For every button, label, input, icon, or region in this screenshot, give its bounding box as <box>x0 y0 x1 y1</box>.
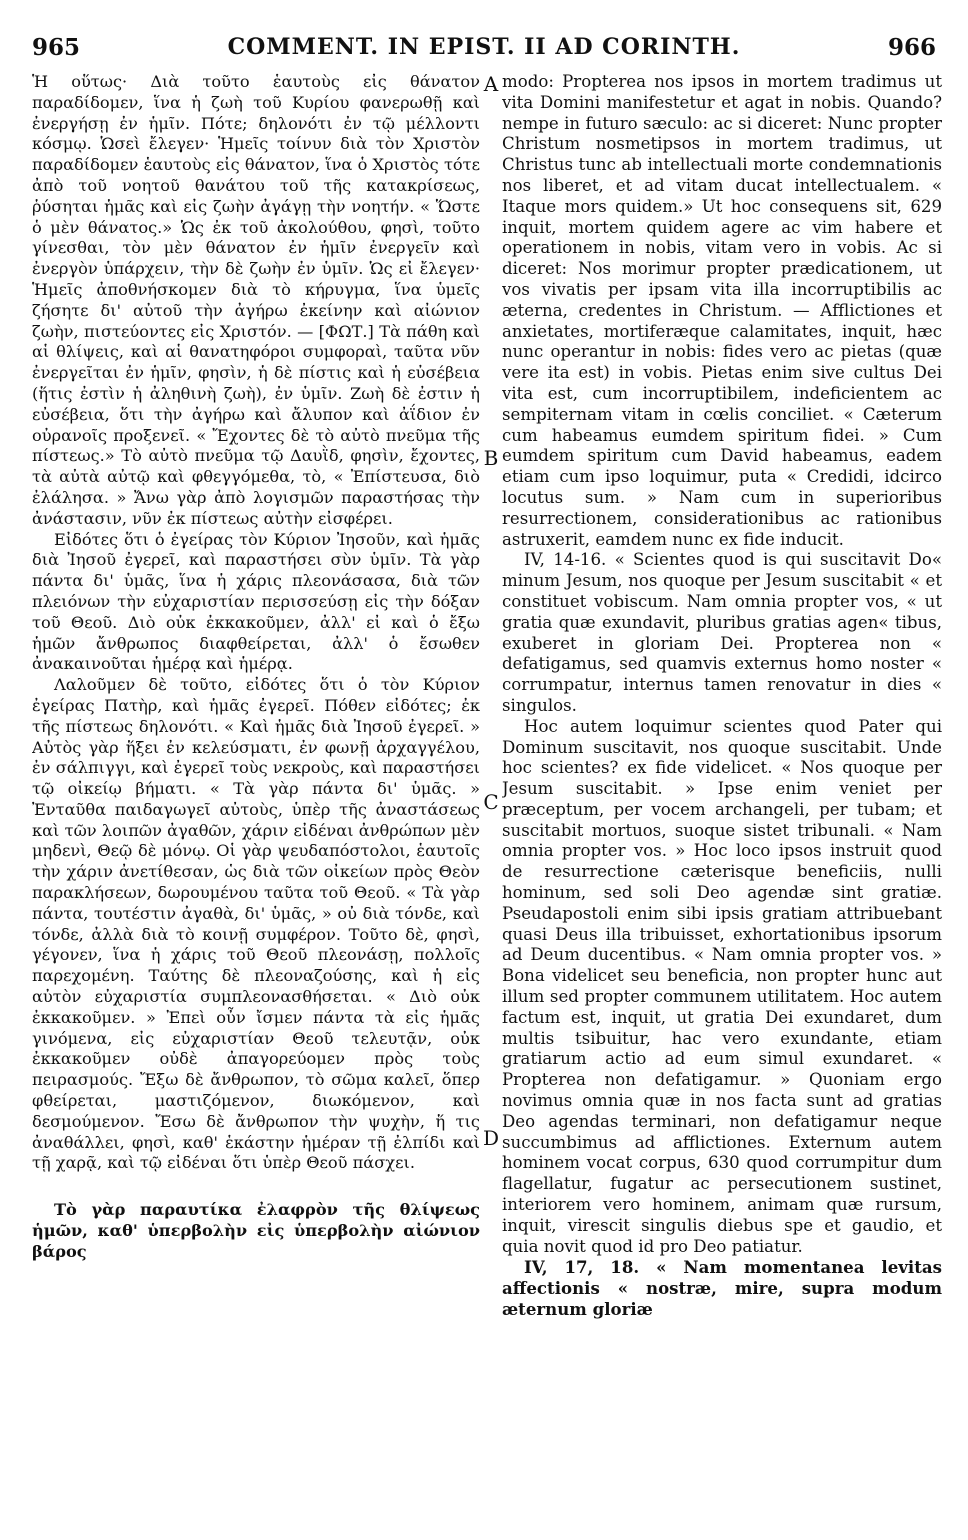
margin-letter-b: B <box>483 446 499 470</box>
greek-column <box>32 72 480 1263</box>
latin-paragraph-3: Hoc autem loquimur scientes quod Pater qui Dominum suscitavit, nos quoque suscitabit. Unde hoc scientes? ex fide videlicet. « Nos quoque per Jesum suscitabit. » Ipse enim veniet per præceptum, per vocem archangeli, per tubam; et suscitabit mortuos, suoque sistet tribunali. « Nam omnia propter vos. » Hoc loco ipsos instruit quod de resurrectione cæterisque beneficiis, nulli hominum, sed soli Deo agendæ sint gratiæ. Pseudapostoli enim sibi ipsis gratiam attribuebant quasi Deus illa tribuisset, exhortationibus ipsorum ad Deum ducentibus. « Nam omnia propter vos. » Bona videlicet seu beneficia, non propter hunc aut illum sed propter communem utilitatem. Hoc autem factum est, inquit, ut gratia Dei exundaret, dum multis tsibuitur, hac vero exundante, etiam gratiarum actio ad eum simul exundaret. « Propterea non defatigamur. » Quoniam ergo novimus omnia quæ in nos facta sunt ad gratias Deo agendas terminari, non defatigamur neque succumbimus ad afflictiones. Externum autem hominem vocat corpus, 630 quod corrumpitur dum flagellatur, fugatur ac persecutionem sustinet, interiorem vero hominem, animam quæ rursum, inquit, virescit singulis diebus spe et gaudio, et quia novit quod id pro Deo patiatur. <box>502 716 942 1256</box>
margin-letter-c: C <box>483 790 499 814</box>
greek-paragraph-4: Τὸ γὰρ παραυτίκα ἐλαφρὸν τῆς θλίψεως ἡμῶν, καθ' ὑπερβολὴν εἰς ὑπερβολὴν αἰώνιον βάρος <box>32 1200 480 1261</box>
latin-paragraph-1: modo: Propterea nos ipsos in mortem tradimus ut vita Domini manifestetur et agat in nobis. Quando? nempe in futuro sæculo: ac si diceret: Nunc propter Christum nosmetipsos in mortem tradimus, ut Christus tunc ab intellectuali morte condemnationis nos liberet, et ad vitam ducat intellectualem. « Itaque mors quidem.» Ut hoc consequens sit, 629 inquit, mortem quidem agere ac vim habere et operationem in nobis, vitam vero in vobis. Ac si diceret: Nos morimur propter prædicationem, ut vos vivatis per ipsam vita illa incorruptibilis ac æterna, credentes in Christum. — Afflictiones et anxietates, mortiferæque calamitates, inquit, hæc nunc operantur in nobis: fides vero ac pietas (quæ vere ita est) in vobis. Pietas enim sive cultus Dei vita est, cum incorruptibilem, indeficientem ac sempiternam vitam in cœlis conciliet. « Cæterum cum habeamus eumdem spiritum fidei. » Cum eumdem spiritum cum David habeamus, eadem etiam cum ipso loquimur, puta « Credidi, idcirco locutus sum. » Nam cum in superioribus resurrectionem, considerationibus ac rationibus astruxerit, eamdem nunc ex fide inducit. <box>502 72 942 549</box>
page-number-left: 965 <box>32 34 81 61</box>
page-header <box>32 30 936 70</box>
greek-paragraph-3: Λαλοῦμεν δὲ τοῦτο, εἰδότες ὅτι ὁ τὸν Κύριον ἐγείρας Πατὴρ, καὶ ἡμᾶς ἐγερεῖ. Πόθεν εἰδότες; ἐκ τῆς πίστεως δηλονότι. « Καὶ ἡμᾶς διὰ Ἰησοῦ ἐγερεῖ. » Αὐτὸς γὰρ ἥξει ἐν κελεύσματι, ἐν φωνῇ ἀρχαγγέλου, ἐν σάλπιγγι, καὶ ἐγερεῖ τοὺς νεκροὺς, καὶ παραστήσει τῷ οἰκείῳ βήματι. « Τὰ γὰρ πάντα δι' ὑμᾶς. » Ἐνταῦθα παιδαγωγεῖ αὐτοὺς, ὑπὲρ τῆς ἀναστάσεως καὶ τῶν λοιπῶν ἀγαθῶν, χάριν εἰδέναι ἀνθρώπων μὲν μηδενὶ, Θεῷ δὲ μόνῳ. Οἱ γὰρ ψευδαπόστολοι, ἑαυτοῖς τὴν χάριν ἀνετίθεσαν, ὡς διὰ τῶν οἰκείων πρὸς Θεὸν παρακλήσεων, δωρουμένου ταῦτα τοῦ Θεοῦ. « Τὰ γὰρ πάντα, τουτέστιν ἀγαθὰ, δι' ὑμᾶς, » οὐ διὰ τόνδε, καὶ τόνδε, ἀλλὰ διὰ τὸ κοινῇ συμφέρον. Τοῦτο δὲ, φησὶ, γέγονεν, ἵνα ἡ χάρις τοῦ Θεοῦ πλεονάσῃ, πολλοῖς παρεχομένη. Ταύτης δὲ πλεοναζούσης, καὶ ἡ εἰς αὐτὸν εὐχαριστία συμπλεονασθήσεται. « Διὸ οὐκ ἐκκακοῦμεν. » Ἐπεὶ οὖν ἴσμεν πάντα τὰ εἰς ἡμᾶς γινόμενα, εἰς εὐχαριστίαν Θεοῦ τελευτᾷν, οὐκ ἐκκακοῦμεν οὐδὲ ἀπαγορεύομεν πρὸς τοὺς πειρασμούς. Ἔξω δὲ ἄνθρωπον, τὸ σῶμα καλεῖ, ὅπερ φθείρεται, μαστιζόμενον, διωκόμενον, καὶ δεσμούμενον. Ἔσω δὲ ἄνθρωπον τὴν ψυχὴν, ἥ τις ἀναθάλλει, φησὶ, καθ' ἑκάστην ἡμέραν τῇ ἐλπίδι καὶ τῇ χαρᾷ, καὶ τῷ εἰδέναι ὅτι ὑπὲρ Θεοῦ πάσχει. <box>32 675 480 1173</box>
page-number-right: 966 <box>887 34 936 61</box>
latin-paragraph-2: IV, 14-16. « Scientes quod is qui suscitavit Do« minum Jesum, nos quoque per Jesum suscitabit « et constituet vobiscum. Nam omnia propter vos, « ut gratia quæ exundavit, pluribus gratias agen« tibus, exuberet in gloriam Dei. Propterea non « defatigamus, sed quamvis externus homo noster « corrumpatur, internus tamen renovatur in dies « singulos. <box>502 550 942 715</box>
greek-paragraph-2: Εἰδότες ὅτι ὁ ἐγείρας τὸν Κύριον Ἰησοῦν, καὶ ἡμᾶς διὰ Ἰησοῦ ἐγερεῖ, καὶ παραστήσει σὺν ὑμῖν. Τὰ γὰρ πάντα δι' ὑμᾶς, ἵνα ἡ χάρις πλεονάσασα, διὰ τῶν πλειόνων τὴν εὐχαριστίαν περισσεύσῃ εἰς τὴν δόξαν τοῦ Θεοῦ. Διὸ οὐκ ἐκκακοῦμεν, ἀλλ' εἰ καὶ ὁ ἔξω ἡμῶν ἄνθρωπος διαφθείρεται, ἀλλ' ὁ ἔσωθεν ἀνακαινοῦται ἡμέρᾳ καὶ ἡμέρᾳ. <box>32 529 480 674</box>
running-title: COMMENT. IN EPIST. II AD CORINTH. <box>227 34 741 60</box>
latin-column <box>502 72 942 1320</box>
greek-paragraph-1: Ἡ οὕτως· Διὰ τοῦτο ἑαυτοὺς εἰς θάνατον παραδίδομεν, ἵνα ἡ ζωὴ τοῦ Κυρίου φανερωθῇ καὶ ἐνεργήσῃ ἐν ἡμῖν. Πότε; δηλονότι ἐν τῷ μέλλοντι κόσμῳ. Ὡσεὶ ἔλεγεν· Ἡμεῖς τοίνυν διὰ τὸν Χριστὸν παραδίδομεν ἑαυτοὺς εἰς θάνατον, ἵνα ὁ Χριστὸς τότε ἀπὸ τοῦ νοητοῦ θανάτου τοῦ τῆς κατακρίσεως, ῥύσηται ἡμᾶς καὶ εἰς ζωὴν ἀγάγῃ τὴν νοητήν. « Ὥστε ὁ μὲν θάνατος.» Ὡς ἐκ τοῦ ἀκολούθου, φησὶ, τοῦτο γίνεσθαι, τὸν μὲν θάνατον ἐν ἡμῖν ἐνεργεῖν καὶ ἐνεργὸν ὑπάρχειν, τὴν δὲ ζωὴν ἐν ὑμῖν. Ὡς εἰ ἔλεγεν· Ἡμεῖς ἀποθνήσκομεν διὰ τὸ κήρυγμα, ἵνα ὑμεῖς ζήσητε δι' αὐτοῦ τὴν ἀγήρω ἐκείνην καὶ αἰώνιον ζωὴν, πιστεύοντες εἰς Χριστόν. — [ΦΩΤ.] Τὰ πάθη καὶ αἱ θλίψεις, καὶ αἱ θανατηφόροι συμφοραὶ, ταῦτα νῦν ἐνεργεῖται ἐν ἡμῖν, φησὶν, ἡ δὲ πίστις καὶ ἡ εὐσέβεια (ἥτις ἐστὶν ἡ ἀληθινὴ ζωὴ), ἐν ὑμῖν. Ζωὴ δὲ ἐστιν ἡ εὐσέβεια, ὅτι τὴν ἀγήρω καὶ ἄλυπον καὶ ἀΐδιον ἐν οὐρανοῖς προξενεῖ. « Ἔχοντες δὲ τὸ αὐτὸ πνεῦμα τῆς πίστεως.» Τὸ αὐτὸ πνεῦμα τῷ Δαυῒδ, φησὶν, ἔχοντες, τὰ αὐτὰ αὐτῷ καὶ φθεγγόμεθα, τὸ, « Ἐπίστευσα, διὸ ἐλάλησα. » Ἄνω γὰρ ἀπὸ λογισμῶν παραστήσας τὴν ἀνάστασιν, νῦν ἐκ πίστεως αὐτὴν εἰσφέρει. <box>32 72 480 528</box>
latin-paragraph-4: IV, 17, 18. « Nam momentanea levitas affectionis « nostræ, mire, supra modum æternum gloriæ <box>502 1257 942 1320</box>
margin-letter-a: A <box>483 72 499 96</box>
margin-letter-d: D <box>482 1126 500 1150</box>
